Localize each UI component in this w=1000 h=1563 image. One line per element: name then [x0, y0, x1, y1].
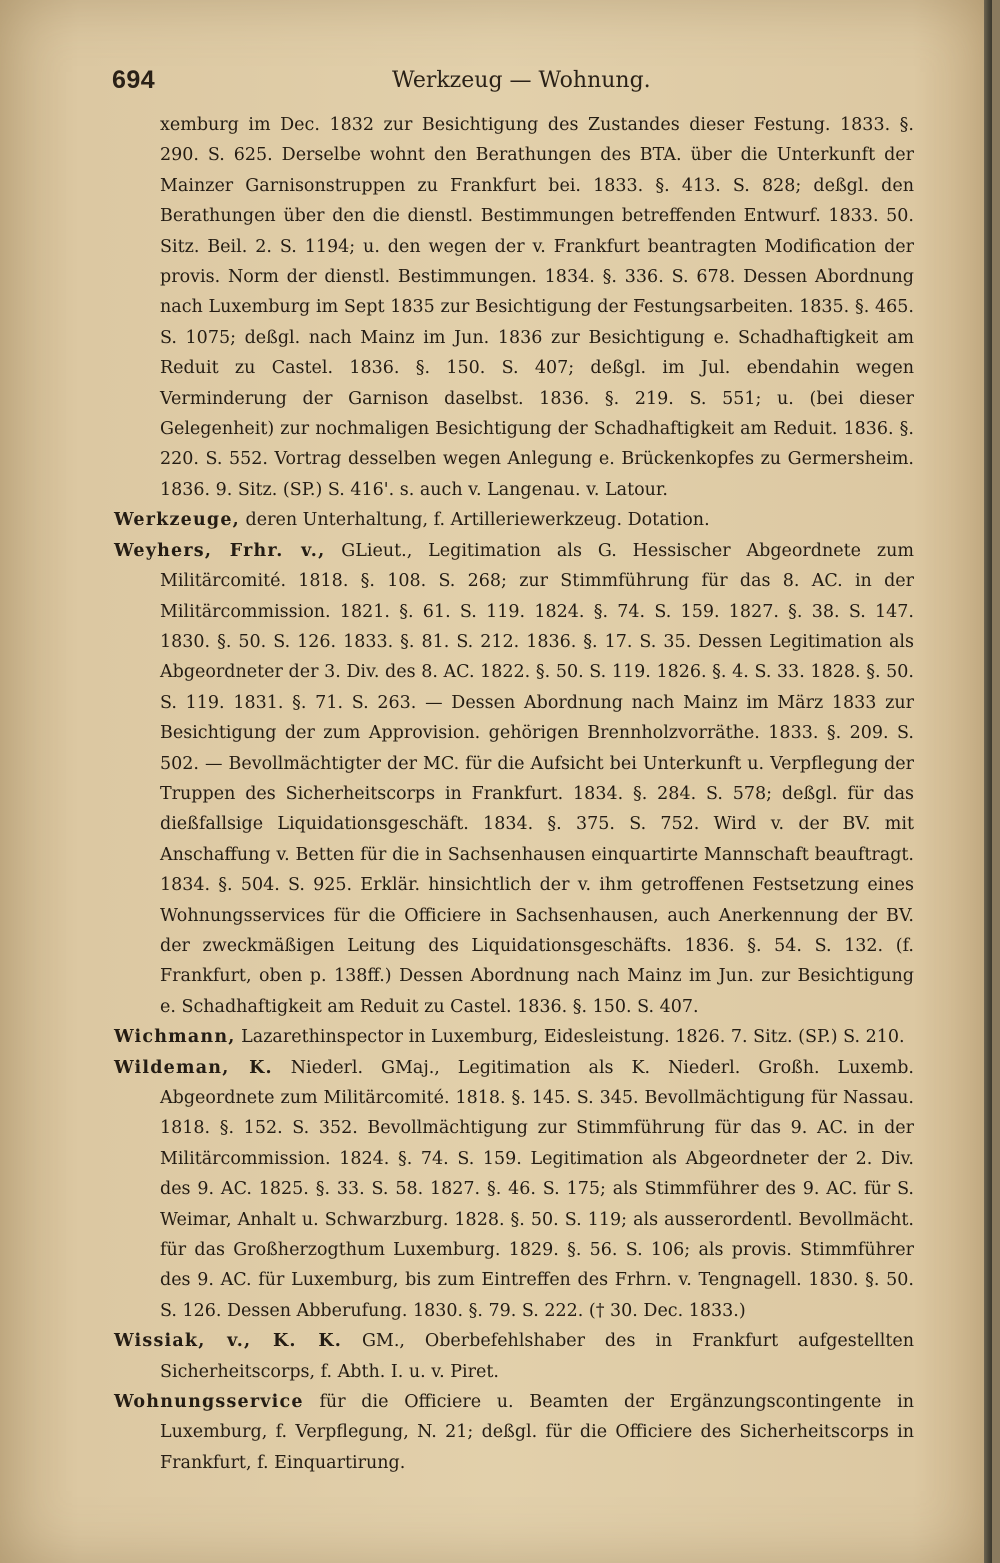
entry-werkzeuge — [114, 505, 914, 535]
entry-headword: Wissiak, v., K. K. — [114, 1331, 343, 1352]
entry-continuation — [114, 110, 914, 505]
entry-text: xemburg im Dec. 1832 zur Besichtigung des Zustandes dieser Festung. 1833. §. 290. S. 625. Derselbe wohnt den Berathungen des BTA. über die Unterkunft der Mainzer Garnisonstruppen zu Frankfurt bei. 1833. §. 413. S. 828; deßgl. den Berathungen über den die dienstl. Bestimmungen betreffenden Entwurf. 1833. 50. Sitz. Beil. 2. S. 1194; u. den wegen der v. Frankfurt beantragten Modification der provis. Norm der dienstl. Bestimmungen. 1834. §. 336. S. 678. Dessen Abordnung nach Luxemburg im Sept 1835 zur Besichtigung der Festungsarbeiten. 1835. §. 465. S. 1075; deßgl. nach Mainz im Jun. 1836 zur Besichtigung e. Schadhaftigkeit am Reduit zu Castel. 1836. §. 150. S. 407; deßgl. im Jul. ebendahin wegen Verminderung der Garnison daselbst. 1836. §. 219. S. 551; u. (bei dieser Gelegenheit) zur nochmaligen Besichtigung der Schadhaftigkeit am Reduit. 1836. §. 220. S. 552. Vortrag desselben wegen Anlegung e. Brückenkopfes zu Germersheim. 1836. 9. Sitz. (SP.) S. 416'. s. auch v. Langenau. v. Latour. — [160, 115, 914, 500]
entry-text: Lazarethinspector in Luxemburg, Eidesleistung. 1826. 7. Sitz. (SP.) S. 210. — [241, 1027, 905, 1048]
entry-wohnungsservice — [114, 1387, 914, 1478]
entry-headword: Werkzeuge, — [114, 510, 240, 531]
index-entries — [114, 110, 914, 1478]
entry-weyhers — [114, 536, 914, 1023]
page-number: 694 — [112, 66, 156, 94]
entry-headword: Wichmann, — [114, 1027, 236, 1048]
entry-text: GM., Oberbefehlshaber des in Frankfurt aufgestellten Sicherheitscorps, f. Abth. I. u. v. Piret. — [160, 1331, 914, 1382]
entry-wissiak — [114, 1326, 914, 1387]
entry-wildeman — [114, 1053, 914, 1327]
entry-text: Niederl. GMaj., Legitimation als K. Niederl. Großh. Luxemb. Abgeordnete zum Militärcomité. 1818. §. 145. S. 345. Bevollmächtigung für Nassau. 1818. §. 152. S. 352. Bevollmächtigung zur Stimmführung für das 9. AC. in der Militärcommission. 1824. §. 74. S. 159. Legitimation als Abgeordneter der 2. Div. des 9. AC. 1825. §. 33. S. 58. 1827. §. 46. S. 175; als Stimmführer des 9. AC. für S. Weimar, Anhalt u. Schwarzburg. 1828. §. 50. S. 119; als ausserordentl. Bevollmächt. für das Großherzogthum Luxemburg. 1829. §. 56. S. 106; als provis. Stimmführer des 9. AC. für Luxemburg, bis zum Eintreffen des Frhrn. v. Tengnagell. 1830. §. 50. S. 126. Dessen Abberufung. 1830. §. 79. S. 222. († 30. Dec. 1833.) — [160, 1057, 914, 1321]
entry-text: GLieut., Legitimation als G. Hessischer Abgeordnete zum Militärcomité. 1818. §. 108. S. 268; zur Stimmführung für das 8. AC. in der Militärcommission. 1821. §. 61. S. 119. 1824. §. 74. S. 159. 1827. §. 38. S. 147. 1830. §. 50. S. 126. 1833. §. 81. S. 212. 1836. §. 17. S. 35. Dessen Legitimation als Abgeordneter der 3. Div. des 8. AC. 1822. §. 50. S. 119. 1826. §. 4. S. 33. 1828. §. 50. S. 119. 1831. §. 71. S. 263. — Dessen Abordnung nach Mainz im März 1833 zur Besichtigung der zum Approvision. gehörigen Brennholzvorräthe. 1833. §. 209. S. 502. — Bevollmächtigter der MC. für die Aufsicht bei Unterkunft u. Verpflegung der Truppen des Sicherheitscorps in Frankfurt. 1834. §. 284. S. 578; deßgl. für das dießfallsige Liquidationsgeschäft. 1834. §. 375. S. 752. Wird v. der BV. mit Anschaffung v. Betten für die in Sachsenhausen einquartirte Mannschaft beauftragt. 1834. §. 504. S. 925. Erklär. hinsichtlich der v. ihm getroffenen Festsetzung eines Wohnungsservices für die Officiere in Sachsenhausen, auch Anerkennung der BV. der zweckmäßigen Leitung des Liquidationsgeschäfts. 1836. §. 54. S. 132. (f. Frankfurt, oben p. 138ff.) Dessen Abordnung nach Mainz im Jun. zur Besichtigung e. Schadhaftigkeit am Reduit zu Castel. 1836. §. 150. S. 407. — [160, 540, 914, 1017]
entry-headword: Wildeman, K. — [114, 1057, 273, 1078]
entry-headword: Wohnungsservice — [114, 1392, 304, 1413]
entry-wichmann — [114, 1022, 914, 1052]
entry-text: für die Officiere u. Beamten der Ergänzungscontingente in Luxemburg, f. Verpflegung, N. 21; deßgl. für die Officiere des Sicherheitscorps in Frankfurt, f. Einquartirung. — [160, 1392, 914, 1473]
running-head: Werkzeug — Wohnung. — [392, 68, 651, 93]
page-header — [112, 66, 932, 106]
page-edge — [984, 0, 992, 1563]
entry-headword: Weyhers, Frhr. v., — [114, 540, 326, 561]
entry-text: deren Unterhaltung, f. Artilleriewerkzeug. Dotation. — [245, 510, 710, 531]
